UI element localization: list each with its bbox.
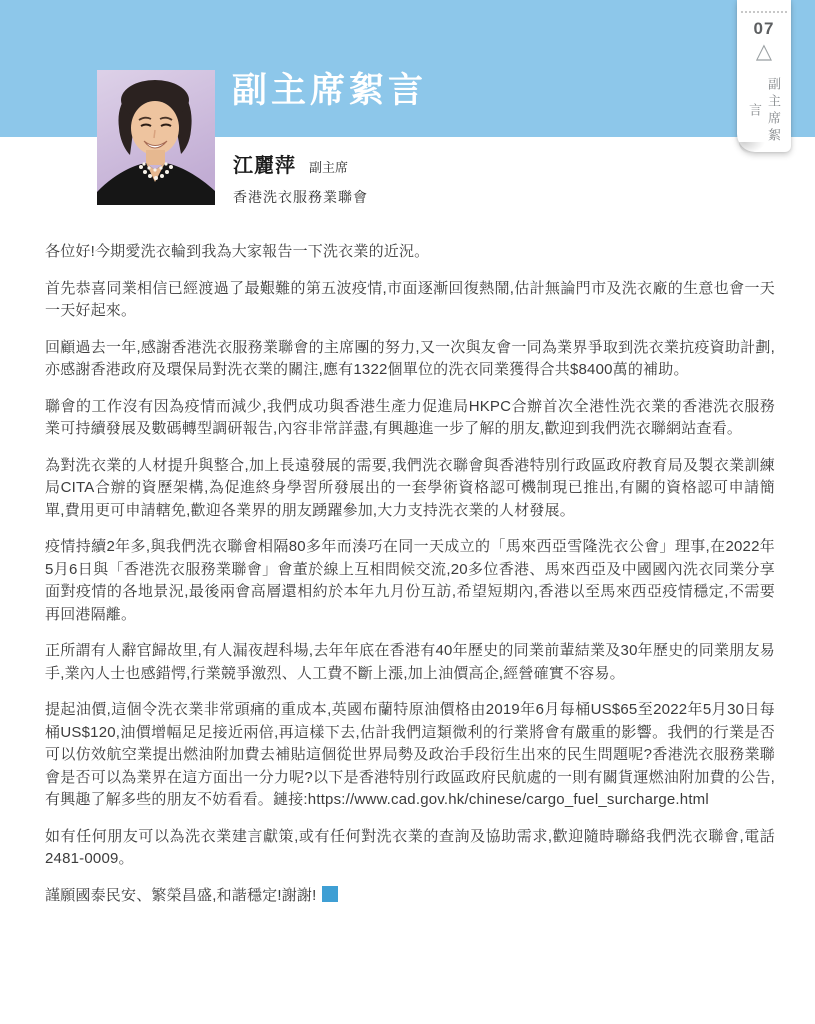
triangle-icon: △ xyxy=(755,40,773,63)
tab-vertical-title: 副主席絮言 xyxy=(747,77,781,145)
paragraph-text: 提起油價,這個令洗衣業非常頭痛的重成本,英國布蘭特原油價格由2019年6月每桶US$65至2022年5月30日每桶US$120,油價增幅足足接近兩倍,再這樣下去,估計我們這類微利的行業將會有嚴重的影響。我們的行業是否可以仿效航空業提出燃油附加費去補貼這個從世界局勢及政治手段衍生出來的民生問題呢?香港洗衣服務業聯會是否可以為業界在這方面出一分力呢?以下是香港特別行政區政府民航處的一則有關貨運燃油附加費的公告,有興趣了解多些的朋友不妨看看。鏈接: xyxy=(45,701,775,808)
paragraph-text: 為對洗衣業的人材提升與整合,加上長遠發展的需要,我們洗衣聯會與香港特別行政區政府教育局及製衣業訓練局CITA合辦的資歷架構,為促進終身學習所發展出的一套學術資格認可機制現已推出,有關的資格認可申請簡單,費用更可申請轄免,歡迎各業界的朋友踴躍參加,大力支持洗衣業的人材發展。 xyxy=(45,456,775,519)
paragraph xyxy=(45,885,775,908)
portrait-illustration xyxy=(97,70,215,205)
paragraph xyxy=(45,640,775,685)
paragraph xyxy=(45,699,775,812)
paragraph-text: 各位好!今期愛洗衣輪到我為大家報告一下洗衣業的近況。 xyxy=(45,243,430,260)
author-name: 江麗萍 xyxy=(233,155,296,177)
paragraph-text: 首先恭喜同業相信已經渡過了最艱難的第五波疫情,市面逐漸回復熱鬧,估計無論門市及洗衣廠的生意也會一天一天好起來。 xyxy=(45,279,775,319)
paragraph-text: 如有任何朋友可以為洗衣業建言獻策,或有任何對洗衣業的查詢及協助需求,歡迎隨時聯絡我們洗衣聯會,電話2481-0009。 xyxy=(45,827,775,867)
paragraph-text: 謹願國泰民安、繁榮昌盛,和諧穩定!謝謝! xyxy=(45,886,317,904)
article-body xyxy=(45,241,775,907)
author-organization: 香港洗衣服務業聯會 xyxy=(233,189,368,205)
page-title: 副主席絮言 xyxy=(232,71,428,110)
paragraph xyxy=(45,455,775,523)
paragraph xyxy=(45,278,775,323)
paragraph xyxy=(45,396,775,441)
author-block xyxy=(233,149,368,207)
paragraph-text: 回顧過去一年,感謝香港洗衣服務業聯會的主席團的努力,又一次與友會一同為業界爭取到洗衣業抗疫資助計劃,亦感謝香港政府及環保局對洗衣業的關注,應有1322個單位的洗衣同業獲得合共$8400萬的補助。 xyxy=(45,338,775,378)
page-number: 07 xyxy=(753,19,775,38)
paragraph-text: 聯會的工作沒有因為疫情而減少,我們成功與香港生產力促進局HKPC合辦首次全港性洗衣業的香港洗衣服務業可持續發展及數碼轉型調研報告,內容非常詳盡,有興趣進一步了解的朋友,歡迎到我們洗衣聯網站查看。 xyxy=(45,397,775,437)
paragraph-text: 正所謂有人辭官歸故里,有人漏夜趕科場,去年年底在香港有40年歷史的同業前輩結業及30年歷史的同業朋友易手,業內人士也感錯愕,行業競爭激烈、人工費不斷上漲,加上油價高企,經營確實不容易。 xyxy=(45,642,775,682)
paragraph xyxy=(45,241,775,264)
paragraph xyxy=(45,536,775,626)
cad-fuel-surcharge-link[interactable]: https://www.cad.gov.hk/chinese/cargo_fuel_surcharge.html xyxy=(307,791,709,808)
paragraph xyxy=(45,826,775,871)
author-role: 副主席 xyxy=(309,160,349,175)
paragraph-text: 疫情持續2年多,與我們洗衣聯會相隔80多年而湊巧在同一天成立的「馬來西亞雪隆洗衣公會」理事,在2022年5月6日與「香港洗衣服務業聯會」會董於線上互相問候交流,20多位香港、馬來西亞及中國國內洗衣同業分享面對疫情的各地景況,最後兩會高層還相約於本年九月份互訪,希望短期內,香港以至馬來西亞疫情穩定,不需要再回港隔離。 xyxy=(45,538,775,623)
paragraph xyxy=(45,337,775,382)
bookmark-tab xyxy=(737,0,791,152)
author-portrait-photo xyxy=(97,70,215,205)
end-of-article-mark xyxy=(322,886,338,902)
perforation-dotted-line xyxy=(741,11,787,13)
